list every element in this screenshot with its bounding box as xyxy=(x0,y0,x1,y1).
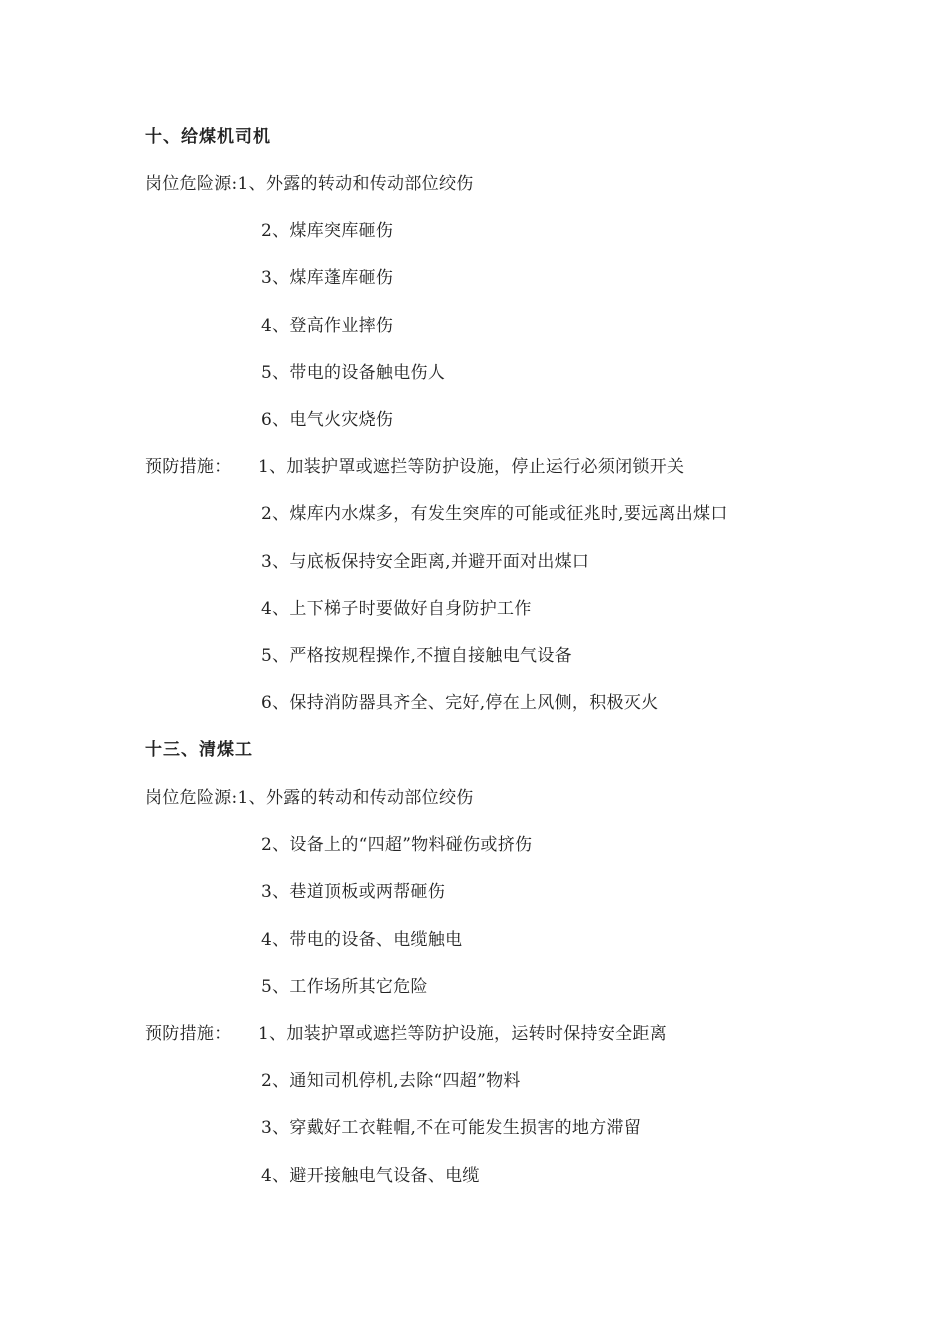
measure-item: 2、煤库内水煤多，有发生突库的可能或征兆时,要远离出煤口 xyxy=(261,504,728,524)
hazard-item: 1、外露的转动和传动部位绞伤 xyxy=(237,174,474,194)
measure-item: 1、加装护罩或遮拦等防护设施，运转时保持安全距离 xyxy=(258,1024,668,1044)
measure-item: 4、上下梯子时要做好自身防护工作 xyxy=(261,599,532,619)
section-title: 十三、清煤工 xyxy=(145,740,253,760)
section-title: 十、给煤机司机 xyxy=(145,127,271,147)
measures-label: 预防措施： xyxy=(145,457,232,477)
measure-item: 2、通知司机停机,去除“四超”物料 xyxy=(261,1071,521,1091)
hazard-item: 2、煤库突库砸伤 xyxy=(261,221,394,241)
hazard-item: 4、登高作业摔伤 xyxy=(261,316,394,336)
hazard-item: 5、带电的设备触电伤人 xyxy=(261,363,446,383)
hazards-label: 岗位危险源: xyxy=(145,174,238,194)
hazard-item: 4、带电的设备、电缆触电 xyxy=(261,930,463,950)
hazard-item: 3、巷道顶板或两帮砸伤 xyxy=(261,882,446,902)
hazards-label: 岗位危险源: xyxy=(145,788,238,808)
hazard-item: 5、工作场所其它危险 xyxy=(261,977,428,997)
hazard-item: 2、设备上的“四超”物料碰伤或挤伤 xyxy=(261,835,533,855)
measure-item: 6、保持消防器具齐全、完好,停在上风侧，积极灭火 xyxy=(261,693,659,713)
hazards-row-first xyxy=(145,786,474,810)
hazard-item: 3、煤库蓬库砸伤 xyxy=(261,268,394,288)
hazard-item: 6、电气火灾烧伤 xyxy=(261,410,394,430)
measure-item: 3、与底板保持安全距离,并避开面对出煤口 xyxy=(261,552,590,572)
hazards-row-first xyxy=(145,172,474,196)
hazard-item: 1、外露的转动和传动部位绞伤 xyxy=(237,788,474,808)
measure-item: 4、避开接触电气设备、电缆 xyxy=(261,1166,480,1186)
measure-item: 3、穿戴好工衣鞋帽,不在可能发生损害的地方滞留 xyxy=(261,1118,642,1138)
measures-label: 预防措施： xyxy=(145,1024,232,1044)
measure-item: 5、严格按规程操作,不擅自接触电气设备 xyxy=(261,646,572,666)
measure-item: 1、加装护罩或遮拦等防护设施，停止运行必须闭锁开关 xyxy=(258,457,685,477)
